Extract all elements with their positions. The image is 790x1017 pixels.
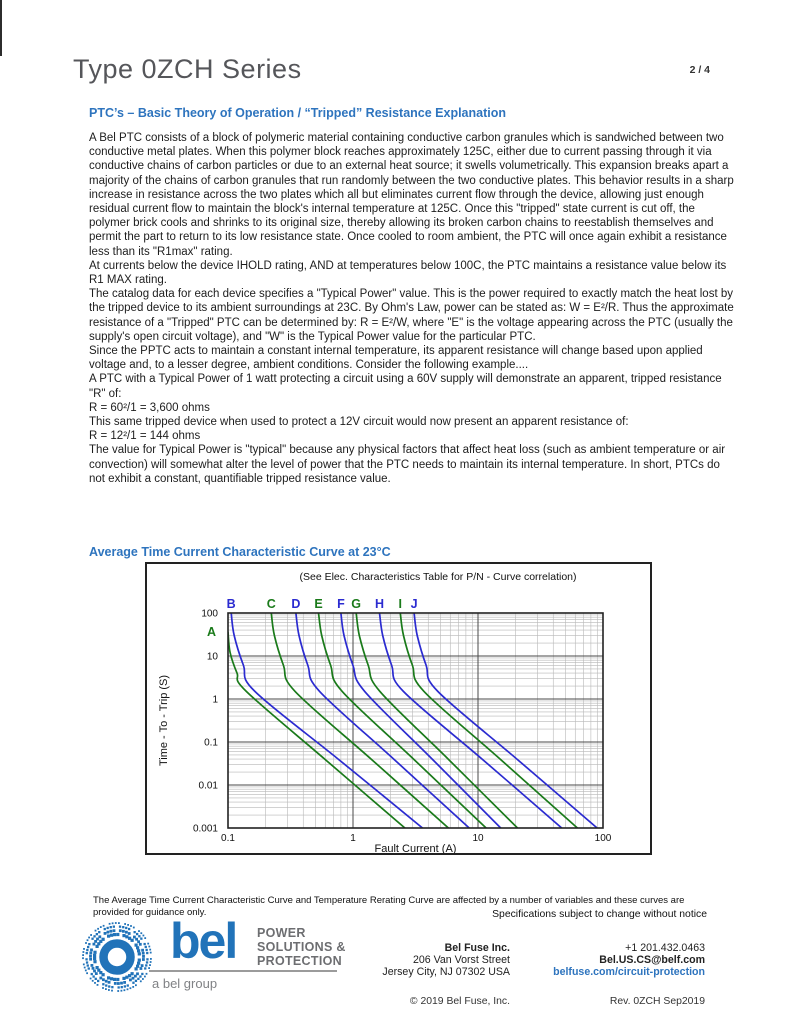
contact-block — [505, 942, 705, 978]
globe-dot — [149, 949, 151, 951]
globe-dot — [135, 980, 137, 982]
globe-dot — [104, 932, 107, 935]
specs-notice: Specifications subject to change without notice — [492, 909, 707, 920]
globe-dot — [150, 958, 152, 960]
globe-dot — [118, 922, 120, 924]
globe-dot — [84, 967, 86, 969]
page-number: 2 / 4 — [689, 64, 710, 76]
globe-dot — [85, 958, 87, 960]
y-tick-label: 100 — [201, 608, 218, 620]
globe-dot — [85, 942, 87, 944]
globe-dot — [93, 954, 96, 957]
curve-J — [414, 613, 597, 828]
globe-dot — [93, 975, 95, 977]
globe-dot — [141, 964, 144, 967]
globe-dot — [103, 925, 105, 927]
globe-dot — [97, 980, 99, 982]
globe-dot — [138, 935, 140, 937]
time-current-chart — [145, 562, 652, 855]
globe-dot — [95, 972, 98, 975]
globe-dot — [90, 978, 92, 980]
globe-dot — [99, 977, 102, 980]
bel-logo-wordmark: bel — [170, 913, 237, 969]
globe-dot — [138, 930, 140, 932]
globe-dot — [132, 982, 134, 984]
globe-dot — [98, 935, 101, 938]
curve-label-H: H — [375, 597, 385, 611]
globe-dot — [91, 938, 93, 940]
globe-dot — [127, 988, 129, 990]
email-address: Bel.US.CS@belf.com — [599, 954, 705, 966]
tagline-line: POWER — [257, 926, 306, 940]
section-heading-curve: Average Time Current Characteristic Curve at 23°C — [89, 545, 391, 559]
globe-dot — [86, 949, 88, 951]
company-name: Bel Fuse Inc. — [444, 942, 510, 954]
globe-dot — [146, 973, 148, 975]
globe-dot — [133, 927, 135, 929]
globe-dot — [95, 978, 97, 980]
body-text — [89, 131, 737, 486]
globe-dot — [124, 923, 126, 925]
globe-dot — [91, 973, 93, 975]
globe-dot — [87, 939, 89, 941]
globe-dot — [149, 964, 151, 966]
globe-dot — [107, 927, 109, 929]
globe-dot — [125, 976, 128, 979]
tagline-line: SOLUTIONS & — [257, 940, 346, 954]
y-tick-label: 0.01 — [198, 780, 218, 792]
paragraph: This same tripped device when used to protect a 12V circuit would now present an apparent resistance of: — [89, 416, 629, 429]
company-address-block — [310, 942, 510, 978]
globe-dot — [108, 981, 111, 984]
globe-dot — [147, 943, 149, 945]
globe-dot — [142, 958, 145, 961]
revision-label: Rev. 0ZCH Sep2019 — [609, 996, 705, 1007]
globe-dot — [124, 985, 126, 987]
curve-C — [271, 613, 448, 828]
globe-dot — [86, 961, 88, 963]
globe-dot — [136, 946, 139, 949]
globe-dot — [113, 926, 115, 928]
globe-dot — [116, 933, 119, 936]
globe-dot — [112, 922, 114, 924]
x-axis-title: Fault Current (A) — [374, 843, 457, 853]
globe-dot — [107, 976, 110, 979]
globe-dot — [111, 990, 113, 992]
globe-dot — [140, 938, 142, 940]
globe-dot — [137, 962, 140, 965]
globe-dot — [141, 949, 144, 952]
paragraph: R = 60²/1 = 3,600 ohms — [89, 401, 210, 414]
globe-dot — [93, 957, 96, 960]
curve-label-E: E — [314, 597, 323, 611]
curve-label-C: C — [266, 597, 276, 611]
globe-dot — [102, 938, 105, 941]
globe-dot — [139, 975, 141, 977]
globe-dot — [139, 943, 142, 946]
globe-dot — [107, 931, 110, 934]
globe-dot — [138, 952, 141, 955]
globe-dot — [134, 975, 137, 978]
globe-dot — [137, 949, 140, 952]
paragraph: The value for Typical Power is "typical" because any physical factors that affect heat loss (such as ambient temperature or air convection) will somewhat alter the level of power that the PTC needs to maintain its internal temperature. In short, PTCs do not exhibit a constant, quantifiable tripped resistance value. — [89, 444, 726, 485]
y-tick-label: 10 — [206, 651, 218, 663]
globe-dot — [83, 964, 85, 966]
globe-dot — [144, 967, 146, 969]
globe-dot — [88, 967, 90, 969]
globe-dot — [146, 949, 148, 951]
curve-labels — [207, 597, 418, 639]
globe-dot — [111, 986, 113, 988]
globe-dot — [115, 922, 117, 924]
globe-dot — [88, 943, 90, 945]
globe-dot — [123, 981, 126, 984]
globe-dot — [95, 930, 97, 932]
globe-dot — [135, 938, 138, 941]
globe-dot — [86, 952, 88, 954]
globe-dot — [128, 928, 130, 930]
phone-number: +1 201.432.0463 — [625, 942, 705, 954]
paragraph: A Bel PTC consists of a block of polymeric material containing conductive carbon granules which is sandwiched between two conductive metal plates. When this polymer block reaches approximately 125C, either due to current passing through it via conductive chains of carbon particles or due to an external heat source; it swells volumetrically. This expansion breaks apart a majority of the chains of carbon granules that run randomly between the two conductive plates. This behavior results in a sharp increase in resistance across the two plates which all but eliminates current flow through the device, allowing just enough residual current flow to maintain the block's internal temperature at 125C. Once this "tripped" state current is cut off, the polymer brick cools and shrinks to its original size, thereby allowing its broken carbon chains to reestablish themselves and permit the part to return to its low resistance state. Once cooled to room ambient, the PTC will once again exhibit a resistance less than its "R1max" rating. — [89, 132, 734, 258]
globe-dot — [130, 987, 132, 989]
globe-dot — [88, 937, 90, 939]
tagline-line: PROTECTION — [257, 954, 342, 968]
globe-dot — [143, 935, 145, 937]
section-heading-theory: PTC’s – Basic Theory of Operation / “Tripped” Resistance Explanation — [89, 106, 506, 120]
globe-dot — [113, 978, 116, 981]
globe-ring — [104, 944, 131, 971]
globe-dot — [113, 929, 116, 932]
globe-dot — [145, 964, 147, 966]
globe-dot — [125, 927, 127, 929]
globe-dot — [146, 958, 148, 960]
y-tick-label: 0.001 — [192, 823, 218, 835]
globe-dot — [82, 957, 84, 959]
globe-dot — [87, 946, 89, 948]
globe-dot — [130, 925, 132, 927]
curve-label-D: D — [291, 597, 301, 611]
curve-label-I: I — [398, 597, 403, 611]
globe-dot — [137, 978, 139, 980]
y-tick-label: 0.1 — [204, 737, 218, 749]
globe-dot — [121, 986, 123, 988]
chart-subtitle: (See Elec. Characteristics Table for P/N - Curve correlation) — [299, 571, 577, 583]
globe-dot — [93, 970, 96, 973]
guidance-note: The Average Time Current Characteristic Curve and Temperature Rerating Curve are affected by a number of variables and these curves are provided for guidance only. — [93, 895, 685, 918]
globe-dot — [93, 943, 96, 946]
globe-dot — [136, 933, 138, 935]
page-title: Type 0ZCH Series — [73, 54, 302, 84]
globe-dot — [96, 966, 99, 969]
globe-dot — [142, 978, 144, 980]
bel-group-label: a bel group — [152, 976, 218, 991]
globe-dot — [102, 983, 104, 985]
logo-divider — [149, 970, 337, 972]
globe-dot — [110, 977, 113, 980]
address-line2: Jersey City, NJ 07302 USA — [382, 966, 510, 978]
globe-dot — [87, 964, 89, 966]
globe-dot — [141, 973, 143, 975]
globe-dot — [90, 934, 92, 936]
globe-dot — [85, 970, 87, 972]
bel-globe-icon — [82, 922, 152, 992]
globe-dot — [124, 989, 126, 991]
globe-dot — [145, 946, 147, 948]
globe-dot — [86, 972, 88, 974]
globe-dot — [118, 986, 120, 988]
globe-dot — [100, 926, 102, 928]
globe-dot — [105, 984, 107, 986]
y-tick-label: 1 — [212, 694, 218, 706]
globe-dot — [132, 986, 134, 988]
globe-dot — [119, 926, 121, 928]
globe-dot — [148, 946, 150, 948]
globe-dot — [140, 932, 142, 934]
globe-dot — [92, 980, 94, 982]
axis-ticks — [193, 609, 612, 845]
globe-dot — [114, 982, 117, 985]
globe-dot — [109, 923, 111, 925]
paragraph: A PTC with a Typical Power of 1 watt protecting a circuit using a 60V supply will demonstrate an apparent, tripped resistance "R" of: — [89, 373, 722, 400]
globe-dot — [82, 954, 84, 956]
x-tick-label: 0.1 — [221, 833, 235, 844]
globe-dot — [131, 939, 134, 942]
globe-dot — [132, 977, 135, 980]
globe-dot — [122, 977, 125, 980]
globe-dot — [119, 929, 122, 932]
x-tick-label: 100 — [594, 833, 612, 844]
curve-I — [400, 613, 577, 828]
globe-dot — [116, 978, 119, 981]
curve-F — [341, 613, 501, 828]
globe-dot — [121, 990, 123, 992]
globe-dot — [107, 935, 110, 938]
curve-label-A: A — [206, 625, 216, 640]
globe-dot — [142, 952, 145, 955]
paragraph: At currents below the device IHOLD rating, AND at temperatures below 100C, the PTC maintains a resistance value below its R1 MAX rating. — [89, 259, 727, 287]
globe-dot — [140, 980, 142, 982]
globe-dot — [110, 930, 113, 933]
globe-dot — [146, 952, 148, 954]
globe-dot — [93, 951, 96, 954]
x-tick-label: 1 — [350, 833, 356, 844]
paragraph: The catalog data for each device specifies a "Typical Power" value. This is the power required to exactly match the heat lost by the tripped device to its ambient surroundings at 23C. By Ohm's Law, power can be stated as: W = E²/R. Thus the approximate resistance of a "Tripped" PTC can be determined by: R = E²/W, where "E" is the voltage appearing across the PTC (usually the supply's open circuit voltage), and "W" is the Typical Power value for the particular PTC. — [89, 288, 734, 343]
paragraph: Since the PPTC acts to maintain a constant internal temperature, its apparent resistance will change based upon applied voltage and, to a lesser degree, ambient conditions. Consider the following example.... — [89, 345, 703, 372]
globe-dot — [102, 978, 105, 981]
globe-dot — [127, 924, 129, 926]
curve-label-G: G — [351, 597, 362, 611]
chart-grid — [228, 613, 603, 828]
globe-dot — [97, 984, 99, 986]
curve-label-J: J — [410, 597, 418, 611]
globe-dot — [89, 952, 92, 955]
website-link[interactable]: belfuse.com/circuit-protection — [553, 966, 705, 978]
globe-dot — [144, 943, 146, 945]
globe-dot — [137, 940, 140, 943]
globe-dot — [92, 967, 95, 970]
globe-dot — [89, 958, 92, 961]
globe-dot — [135, 984, 137, 986]
globe-dot — [148, 967, 150, 969]
globe-dot — [108, 985, 110, 987]
globe-dot — [94, 982, 96, 984]
globe-dot — [140, 967, 143, 970]
globe-dot — [105, 980, 108, 983]
paragraph: R = 12²/1 = 144 ohms — [89, 430, 201, 443]
globe-dot — [144, 937, 146, 939]
globe-dot — [97, 928, 99, 930]
globe-dot — [102, 987, 104, 989]
globe-dot — [117, 990, 119, 992]
curve-A — [228, 632, 405, 828]
globe-dot — [94, 940, 97, 943]
globe-dot — [127, 984, 129, 986]
globe-dot — [108, 989, 110, 991]
globe-dot — [104, 928, 106, 930]
globe-dot — [83, 948, 85, 950]
globe-dot — [150, 961, 152, 963]
globe-dot — [122, 926, 124, 928]
curve-E — [319, 613, 487, 828]
globe-dot — [98, 931, 100, 933]
plot-border — [228, 613, 603, 828]
globe-dot — [93, 935, 95, 937]
globe-dot — [150, 952, 152, 954]
globe-dot — [96, 933, 98, 935]
y-axis-title: Time - To - Trip (S) — [158, 674, 170, 767]
address-line1: 206 Van Vorst Street — [413, 954, 510, 966]
globe-dot — [125, 931, 128, 934]
globe-dot — [105, 988, 107, 990]
globe-dot — [93, 960, 96, 963]
globe-dot — [144, 976, 146, 978]
globe-dot — [122, 930, 125, 933]
globe-dot — [129, 979, 132, 982]
globe-dot — [135, 967, 138, 970]
globe-dot — [120, 982, 123, 985]
globe-dot — [146, 961, 148, 963]
chart-canvas — [147, 564, 650, 853]
globe-dot — [89, 955, 92, 958]
globe-dot — [128, 932, 131, 935]
globe-dot — [117, 982, 120, 985]
scan-artifact-line — [0, 0, 2, 56]
globe-dot — [83, 951, 85, 953]
globe-dot — [110, 926, 112, 928]
globe-dot — [113, 933, 116, 936]
x-tick-label: 10 — [472, 833, 484, 844]
globe-dot — [138, 959, 141, 962]
globe-dot — [122, 934, 125, 937]
globe-dot — [90, 949, 93, 952]
curve-label-B: B — [226, 597, 236, 611]
globe-dot — [110, 934, 113, 937]
globe-dot — [142, 955, 145, 958]
globe-dot — [91, 964, 94, 967]
globe-dot — [134, 931, 136, 933]
copyright: © 2019 Bel Fuse, Inc. — [409, 996, 510, 1007]
curve-label-F: F — [337, 597, 345, 611]
